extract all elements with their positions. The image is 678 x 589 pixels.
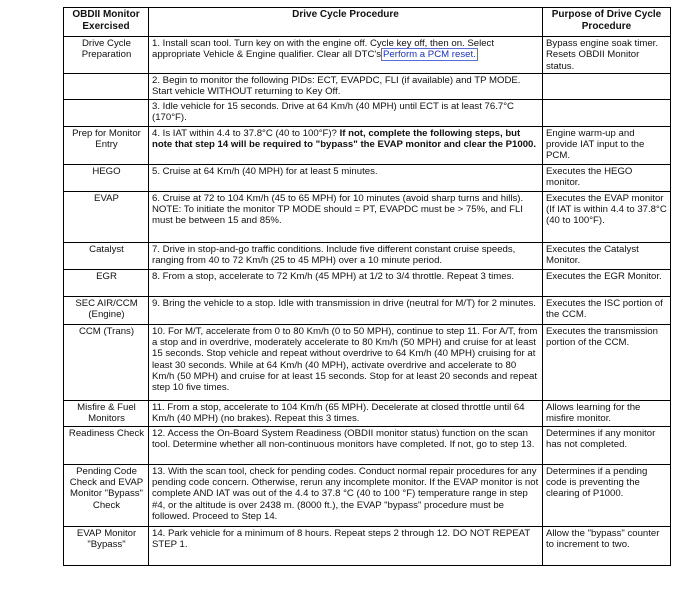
drive-cycle-table <box>63 7 671 566</box>
monitor-cell: Pending Code Check and EVAP Monitor "Bypass" Check <box>64 464 149 526</box>
table-row <box>64 164 671 191</box>
table-row <box>64 269 671 296</box>
procedure-cell: 13. With the scan tool, check for pending codes. Conduct normal repair procedures for any pending code concern. Otherwise, rerun any incomplete monitor. If the EVAP monitor is not complete AND IAT was out of the 4.4 to 37.8 °C (40 to 100 °F) temperature range in step #4, or the altitude is over 2438 m. (8000 ft.), the EVAP "bypass" procedure must be followed. Proceed to Step 14. <box>149 464 543 526</box>
purpose-cell: Executes the ISC portion of the CCM. <box>543 296 671 324</box>
table-row <box>64 37 671 74</box>
table-row <box>64 324 671 400</box>
procedure-cell: 2. Begin to monitor the following PIDs: ECT, EVAPDC, FLI (if available) and TP MODE. Start vehicle WITHOUT returning to Key Off. <box>149 73 543 99</box>
purpose-cell: Executes the EVAP monitor (If IAT is within 4.4 to 37.8°C (40 to 100°F). <box>543 191 671 242</box>
purpose-cell: Determines if any monitor has not completed. <box>543 426 671 464</box>
monitor-cell: EGR <box>64 269 149 296</box>
pcm-reset-link[interactable]: Perform a PCM reset. <box>383 49 476 61</box>
monitor-cell: SEC AIR/CCM (Engine) <box>64 296 149 324</box>
table-row <box>64 526 671 565</box>
table-row <box>64 426 671 464</box>
table-row <box>64 99 671 126</box>
procedure-cell <box>149 126 543 164</box>
procedure-cell: 8. From a stop, accelerate to 72 Km/h (45 MPH) at 1/2 to 3/4 throttle. Repeat 3 times. <box>149 269 543 296</box>
monitor-cell <box>64 99 149 126</box>
purpose-cell: Engine warm-up and provide IAT input to the PCM. <box>543 126 671 164</box>
header-row <box>64 8 671 37</box>
procedure-cell: 11. From a stop, accelerate to 104 Km/h (65 MPH). Decelerate at closed throttle until 64 Km/h (40 MPH) (no brakes). Repeat this 3 times. <box>149 400 543 426</box>
procedure-cell: 6. Cruise at 72 to 104 Km/h (45 to 65 MPH) for 10 minutes (avoid sharp turns and hills). NOTE: To initiate the monitor TP MODE should = PT, EVAPDC must be > 75%, and FLI must be between 15 and 85%. <box>149 191 543 242</box>
purpose-cell <box>543 73 671 99</box>
procedure-cell: 3. Idle vehicle for 15 seconds. Drive at 64 Km/h (40 MPH) until ECT is at least 76.7°C (170°F). <box>149 99 543 126</box>
purpose-cell: Determines if a pending code is preventing the clearing of P1000. <box>543 464 671 526</box>
purpose-cell: Executes the HEGO monitor. <box>543 164 671 191</box>
monitor-cell: Misfire & Fuel Monitors <box>64 400 149 426</box>
header-purpose: Purpose of Drive Cycle Procedure <box>543 8 671 37</box>
purpose-cell: Allow the "bypass" counter to increment to two. <box>543 526 671 565</box>
monitor-cell: EVAP <box>64 191 149 242</box>
table-row <box>64 126 671 164</box>
purpose-cell: Executes the Catalyst Monitor. <box>543 242 671 269</box>
purpose-cell: Bypass engine soak timer. Resets OBDII Monitor status. <box>543 37 671 74</box>
monitor-cell: EVAP Monitor "Bypass" <box>64 526 149 565</box>
procedure-text: 4. Is IAT within 4.4 to 37.8°C (40 to 100°F)? <box>152 127 340 139</box>
header-procedure: Drive Cycle Procedure <box>149 8 543 37</box>
procedure-cell: 10. For M/T, accelerate from 0 to 80 Km/h (0 to 50 MPH), continue to step 11. For A/T, from a stop and in overdrive, moderately accelerate to 80 Km/h (50 MPH) and cruise for at least 15 seconds. Stop vehicle and repeat without overdrive to 64 Km/h (40 MPH) cruising for at least 30 seconds. While at 64 Km/h (40 MPH), activate overdrive and accelerate to 80 Km/h (50 MPH) and cruise for at least 15 seconds. Stop for at least 20 seconds and repeat step 10 five times. <box>149 324 543 400</box>
purpose-cell: Executes the EGR Monitor. <box>543 269 671 296</box>
table-row <box>64 400 671 426</box>
table-row <box>64 464 671 526</box>
table-row <box>64 242 671 269</box>
procedure-cell: 14. Park vehicle for a minimum of 8 hours. Repeat steps 2 through 12. DO NOT REPEAT STEP 1. <box>149 526 543 565</box>
procedure-cell: 12. Access the On-Board System Readiness (OBDII monitor status) function on the scan tool. Determine whether all non-continuous monitors have completed. If not, go to step 13. <box>149 426 543 464</box>
purpose-cell: Allows learning for the misfire monitor. <box>543 400 671 426</box>
monitor-cell: Readiness Check <box>64 426 149 464</box>
monitor-cell: HEGO <box>64 164 149 191</box>
table-row <box>64 296 671 324</box>
monitor-cell: Catalyst <box>64 242 149 269</box>
header-monitor: OBDII Monitor Exercised <box>64 8 149 37</box>
procedure-cell: 5. Cruise at 64 Km/h (40 MPH) for at least 5 minutes. <box>149 164 543 191</box>
table-row <box>64 73 671 99</box>
purpose-cell: Executes the transmission portion of the CCM. <box>543 324 671 400</box>
purpose-cell <box>543 99 671 126</box>
procedure-bold-note: If not, complete the following steps, but note that step 14 will be required to "bypass" the EVAP monitor and clear the P1000. <box>152 127 537 151</box>
monitor-cell: Drive Cycle Preparation <box>64 37 149 74</box>
procedure-cell <box>149 37 543 74</box>
procedure-text: 1. Install scan tool. Turn key on with the engine off. Cycle key off, then on. Select appropriate Vehicle & Engine qualifier. Clear all DTC's <box>152 38 495 61</box>
procedure-cell: 7. Drive in stop-and-go traffic conditions. Include five different constant cruise speeds, ranging from 40 to 72 Km/h (25 to 45 MPH) over a 10 minute period. <box>149 242 543 269</box>
procedure-cell: 9. Bring the vehicle to a stop. Idle with transmission in drive (neutral for M/T) for 2 minutes. <box>149 296 543 324</box>
monitor-cell: CCM (Trans) <box>64 324 149 400</box>
monitor-cell: Prep for Monitor Entry <box>64 126 149 164</box>
table-row <box>64 191 671 242</box>
monitor-cell <box>64 73 149 99</box>
